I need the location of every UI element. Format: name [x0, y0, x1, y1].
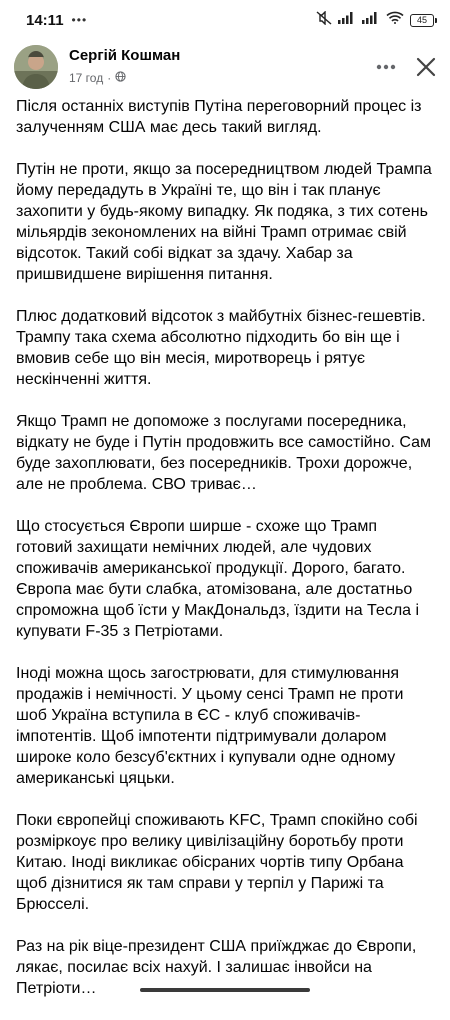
post-paragraph-8: Раз на рік віце-президент США приїжджає до Європи, лякає, посилає всіх нахуй. І залишає інвойси на Петріоти… [16, 938, 417, 997]
post-time[interactable]: 17 год [69, 71, 104, 85]
more-options-icon[interactable] [376, 64, 396, 70]
author-block [69, 47, 376, 87]
signal-icon [338, 11, 356, 29]
post-header [0, 40, 450, 94]
post-paragraph-7: Поки європейці споживають KFC, Трамп спокійно собі розміркоує про велику цивілізаційну боротьбу проти Китаю. Іноді викликає обісраних чортів типу Орбана щоб дізнитися як там справи у терпіл у Парижі та Брюсселі. [16, 812, 418, 913]
battery-icon: 45 [410, 14, 434, 27]
signal-icon-2 [362, 11, 380, 29]
status-bar [0, 0, 450, 40]
post-body [16, 96, 436, 1020]
mute-icon [316, 11, 332, 30]
header-actions [376, 57, 436, 77]
notification-dots: ••• [71, 13, 88, 27]
post-paragraph-4: Якщо Трамп не допоможе з послугами посередника, відкату не буде і Путін продовжить все самостійно. Сам буде захоплювати, без посередників. Трохи дорожче, але не проблема. СВО триває… [16, 413, 431, 493]
home-indicator[interactable] [140, 988, 310, 992]
wifi-icon [386, 11, 404, 29]
meta-separator: · [107, 71, 112, 85]
status-time: 14:11 [26, 11, 64, 29]
avatar[interactable] [14, 45, 58, 89]
author-name[interactable]: Сергій Кошман [69, 47, 181, 64]
post-paragraph-2: Путін не проти, якщо за посередництвом людей Трампа йому передадуть в Україні те, що він і так планує захопити у будь-якому випадку. Як подяка, з тих сотень мільярдів зекономлених на війні Трамп отримає свій відсоток. Такий собі відкат за здачу. Хабар за пришвидшене вирішення питання. [16, 161, 432, 283]
post-meta [69, 69, 376, 87]
post-paragraph-6: Іноді можна щось загострювати, для стимулювання продажів і немічності. У цьому сенсі Трамп не проти шоб Україна вступила в ЄС - клуб споживачів-імпотентів. Щоб імпотенти підтримували доларом широке коло безсуб'єктних і купували одне одному американські цяцьки. [16, 665, 404, 787]
post-paragraph-3: Плюс додатковий відсоток з майбутніх бізнес-гешевтів. Трампу така схема абсолютно підходить бо він ще і вмовив себе що він месія, миротворець і рятує нескінченні життя. [16, 308, 426, 388]
close-icon[interactable] [416, 57, 436, 77]
post-paragraph-1: Після останніх виступів Путіна переговорний процес із залученням США має десь такий вигляд. [16, 98, 422, 136]
globe-icon [115, 69, 126, 87]
post-paragraph-5: Що стосується Європи ширше - схоже що Трамп готовий захищати немічних людей, але чудових споживачів американської продукції. Дорого, багато. Європа має бути слабка, атомізована, але достатньо спроможна щоб їсти у МакДональдз, їздити на Тесла і купувати F-35 з Петріотами. [16, 518, 420, 640]
status-icons [316, 11, 434, 30]
